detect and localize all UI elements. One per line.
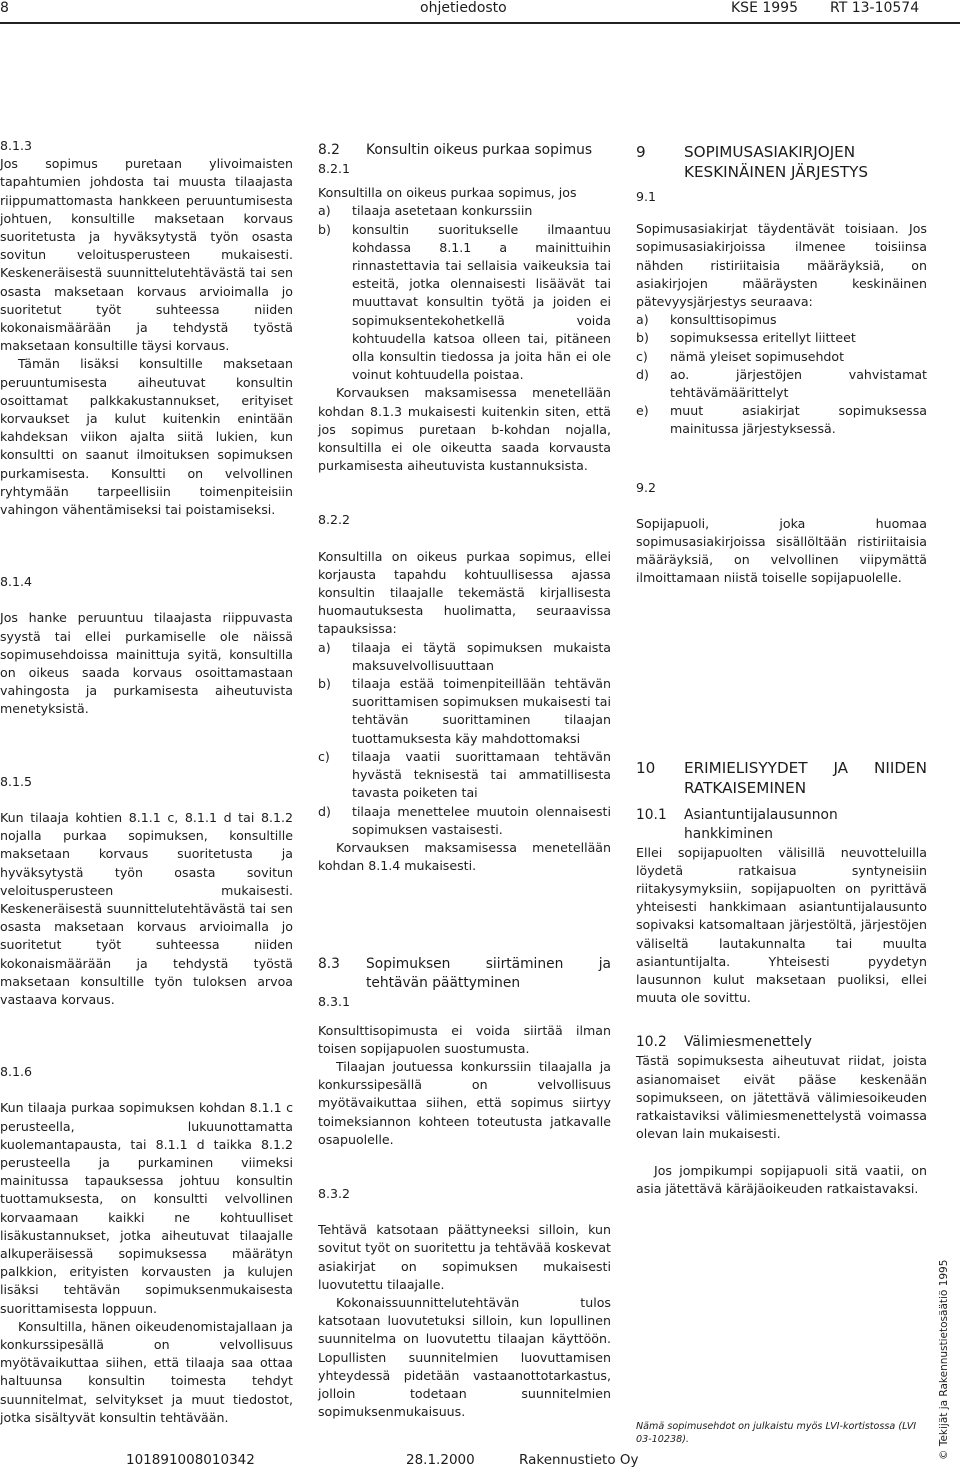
- paragraph: Tehtävä katsotaan päättyneeksi silloin, kun sovitut työt on suoritettu ja tehtävää koskevat asiakirjat on sopimuksen mukaisesti luovutettu tilaajalle.: [318, 1222, 611, 1292]
- section-heading: 8.3 Sopimuksen siirtäminen ja tehtävän päättyminen: [318, 956, 611, 992]
- section-number: 9.1: [636, 189, 657, 204]
- section-number: 8.1.4: [0, 574, 33, 590]
- list-item: b) konsultin suoritukselle ilmaantuu kohdassa 8.1.1 a mainittuihin rinnastettavia tai sellaisia vaikeuksia tai esteitä, jotka olennaisesti lisäävät tai muuttavat konsultin työtä ja joiden ei sopimuksentekohetkellä voida kohtuudella katsoa olleen tai, pitäneen olla konsultin tiedossa ja joita hän ei ole voinut kohtuudella poistaa.: [318, 221, 611, 383]
- list-item: e) muut asiakirjat sopimuksessa mainitussa järjestyksessä.: [636, 403, 927, 437]
- section-number: 8.2.1: [318, 161, 351, 176]
- header-rule: [0, 22, 960, 24]
- paragraph: Tämän lisäksi konsultille maksetaan peruuntumisesta aiheutuvat konsultin osoittamat palkkakustannukset, erityiset korvaukset ja kulut kuitenkin enintään kahdeksan viikon ajalta siitä lukien, kun konsultti on saanut ilmoituksen sopimuksen purkamisesta. Konsultti on velvollinen ryhtymään tarpeellisiin toimenpiteisiin vahingon vähentämiseksi tai poistamiseksi.: [0, 356, 293, 518]
- list-item: d) ao. järjestöjen vahvistamat tehtävämäärittelyt: [636, 366, 927, 401]
- paragraph: Konsultilla on oikeus purkaa sopimus, ellei korjausta tapahdu kohtuullisessa ajassa konsultin tilaajalle tekemästä kirjallisesta huomautuksesta huolimatta, seuraavissa tapauksissa:: [318, 548, 611, 637]
- list-item: c) nämä yleiset sopimusehdot: [636, 348, 845, 364]
- section-heading: 8.2 Konsultin oikeus purkaa sopimus: [318, 142, 593, 158]
- document-type: ohjetiedosto: [420, 0, 507, 16]
- document-date: 28.1.2000: [406, 1452, 475, 1468]
- paragraph: Sopijapuoli, joka huomaa sopimusasiakirjoissa sisällöltään ristiriitaisia määräyksiä, on velvollinen viipymättä ilmoittamaan niistä toiselle sopijapuolelle.: [636, 515, 927, 586]
- list-item: a) tilaaja ei täytä sopimuksen mukaista maksuvelvollisuuttaan: [318, 639, 611, 673]
- list-item: a) konsulttisopimus: [636, 312, 777, 328]
- copyright-notice: © Tekijät ja Rakennustietosäätiö 1995: [938, 1259, 950, 1460]
- kse-code: KSE 1995: [731, 0, 798, 16]
- publisher: Rakennustieto Oy: [519, 1452, 639, 1468]
- paragraph: Kun tilaaja kohtien 8.1.1 c, 8.1.1 d tai 8.1.2 nojalla purkaa sopimuksen, konsultille maksetaan korvaus suoritetusta ja hyväksytystä työn osasta sovitun veloitusperusteen mukaisesti. Keskeneräisestä suunnittelutehtävästä tai sen osasta maksetaan korvaus arvioimalla jo suoritetut työt suhteessa niiden kokonaismäärään ja tehdystä työstä maksetaan konsultille työn tuloksen arvoa vastaava korvaus.: [0, 809, 293, 1007]
- paragraph: Korvauksen maksamisessa menetellään kohdan 8.1.3 mukaisesti kuitenkin siten, että jos sopimus puretaan b-kohdan nojalla, konsultilla ei ole oikeutta saada korvausta purkamisesta aiheutuvista kustannuksista.: [318, 385, 611, 474]
- paragraph: Kokonaissuunnittelutehtävän tulos katsotaan luovutetuksi silloin, kun lopullinen suunnitelma on luovutettu tilaajan käyttöön. Lopullisten suunnitelmien luovuttamisen yhteydessä pidetään vastaanottotarkastus, jolloin todetaan suunnitelmien sopimuksenmukaisuus.: [318, 1294, 611, 1420]
- middle-column: [318, 141, 611, 1421]
- page-number: 8: [0, 0, 9, 16]
- paragraph: Tästä sopimuksesta aiheutuvat riidat, joista asianomaiset eivät pääse keskenään sopimukseen, on jätettävä välimiesoikeuden ratkaistaviksi välimiesmenettelystä voimassa olevan lain mukaisesti.: [636, 1053, 927, 1142]
- paragraph: Jos jompikumpi sopijapuoli sitä vaatii, on asia jätettävä käräjäoikeuden ratkaistavaksi.: [636, 1162, 927, 1196]
- paragraph: Ellei sopijapuolten välisillä neuvotteluilla löydetä ratkaisua syntyneisiin riitakysymyksiin, sopijapuolten on pyrittävä yhteisesti hankkimaan asiantuntijalausunto sopivaksi katsomaltaan järjestöltä, järjestöjen väliseltä lautakunnalta tai muulta asiantuntijalta. Yhteisesti pyydetyn lausunnon kulut maksetaan puoliksi, ellei muuta ole sovittu.: [636, 844, 927, 1006]
- paragraph: Sopimusasiakirjat täydentävät toisiaan. Jos sopimusasiakirjoissa ilmenee toisiinsa nähden ristiriitaisia määräyksiä, on asiakirjojen määräysten keskinäinen pätevyysjärjestys seuraava:: [636, 221, 927, 310]
- page-header: [0, 0, 960, 20]
- paragraph: Kun tilaaja purkaa sopimuksen kohdan 8.1.1 c perusteella, lukuunottamatta kuolemantapausta, tai 8.1.1 d taikka 8.1.2 perusteella ja purkaminen viimeksi mainitussa tapauksessa johtuu konsultin tuottamuksesta, on konsultti velvollinen korvaamaan kaikki ne kohtuulliset lisäkustannukset, jotka aiheutuvat tilaajalle alkuperäisessä sopimuksessa määrätyn palkkion, erityisten korvausten ja kulujen lisäksi tehtävän sopimuksenmukaisesta suorittamisesta loppuun.: [0, 1100, 293, 1316]
- section-number: 8.1.5: [0, 773, 33, 789]
- section-number: 8.3.2: [318, 1185, 351, 1201]
- list-item: d) tilaaja menettelee muutoin olennaisesti sopimuksen vastaisesti.: [318, 803, 611, 837]
- section-number: 9.2: [636, 479, 657, 495]
- rt-code: RT 13-10574: [830, 0, 920, 16]
- paragraph: Tilaajan joutuessa konkurssiin tilaajalla ja konkurssipesällä on velvollisuus myötävaikuttaa siihen, että sopimus siirtyy toimeksiannon kohteen toteutusta jatkavalle osapuolelle.: [318, 1058, 611, 1147]
- section-heading: 10.1 Asiantuntijalausunnon hankkiminen: [636, 806, 838, 842]
- paragraph: Korvauksen maksamisessa menetellään kohdan 8.1.4 mukaisesti.: [318, 839, 611, 874]
- list-item: a) tilaaja asetetaan konkurssiin: [318, 203, 533, 219]
- list-item: b) tilaaja estää toimenpiteillään tehtävän suorittamisen sopimuksen mukaisesti tai tehtävän suorittaminen tilaajan tuottamuksesta käy mahdottomaksi: [318, 676, 611, 746]
- document-code: 101891008010342: [126, 1452, 255, 1468]
- list-item: c) tilaaja vaatii suorittamaan tehtävän hyvästä teknisestä tai ammatillisesta tavasta poiketen tai: [318, 748, 611, 801]
- paragraph: Jos sopimus puretaan ylivoimaisten tapahtumien johdosta tai muusta tilaajasta riippumattomasta hankkeen peruuntumisesta johtuen, konsultille maksetaan korvaus suoritetusta ja hyväksytystä työn osasta sovitun veloitusperusteen mukaisesti. Keskeneräisestä suunnittelutehtävästä tai sen osasta maksetaan korvaus arvioimalla jo suoritetut työt suhteessa niiden kokonaismäärään ja tehdystä työstä maksetaan konsultille täysi korvaus.: [0, 156, 293, 354]
- publication-note: Nämä sopimusehdot on julkaistu myös LVI-kortistossa (LVI 03-10238).: [636, 1421, 917, 1445]
- paragraph: Konsulttisopimusta ei voida siirtää ilman toisen sopijapuolen suostumusta.: [318, 1022, 611, 1056]
- paragraph: Konsultilla, hänen oikeudenomistajallaan ja konkurssipesällä on velvollisuus myötävaikuttaa siihen, että tilaaja saa ottaa haltuunsa konsultin toimesta tehdyt suunnitelmat, selvitykset ja muut tiedostot, jotka sisältyvät konsultin tehtävään.: [0, 1318, 293, 1425]
- section-number: 8.1.6: [0, 1064, 33, 1080]
- section-number: 8.1.3: [0, 138, 33, 153]
- paragraph: Konsultilla on oikeus purkaa sopimus, jos: [318, 185, 577, 201]
- right-column: [636, 142, 927, 1198]
- chapter-heading: 10 ERIMIELISYYDET JA NIIDEN RATKAISEMINEN: [636, 758, 927, 797]
- list-item: b) sopimuksessa eritellyt liitteet: [636, 330, 856, 346]
- paragraph: Jos hanke peruuntuu tilaajasta riippuvasta syystä tai ellei purkamiselle ole näissä sopimusehdoissa mainittuja syitä, konsultilla on oikeus saada korvaus osoittamastaan vahingosta ja purkamisesta aiheutuvista menetyksistä.: [0, 610, 293, 717]
- chapter-heading: 9 SOPIMUSASIAKIRJOJEN KESKINÄINEN JÄRJESTYS: [636, 143, 869, 181]
- section-number: 8.2.2: [318, 512, 351, 528]
- left-column: [0, 137, 293, 1427]
- section-heading: 10.2 Välimiesmenettely: [636, 1034, 812, 1051]
- section-number: 8.3.1: [318, 994, 351, 1010]
